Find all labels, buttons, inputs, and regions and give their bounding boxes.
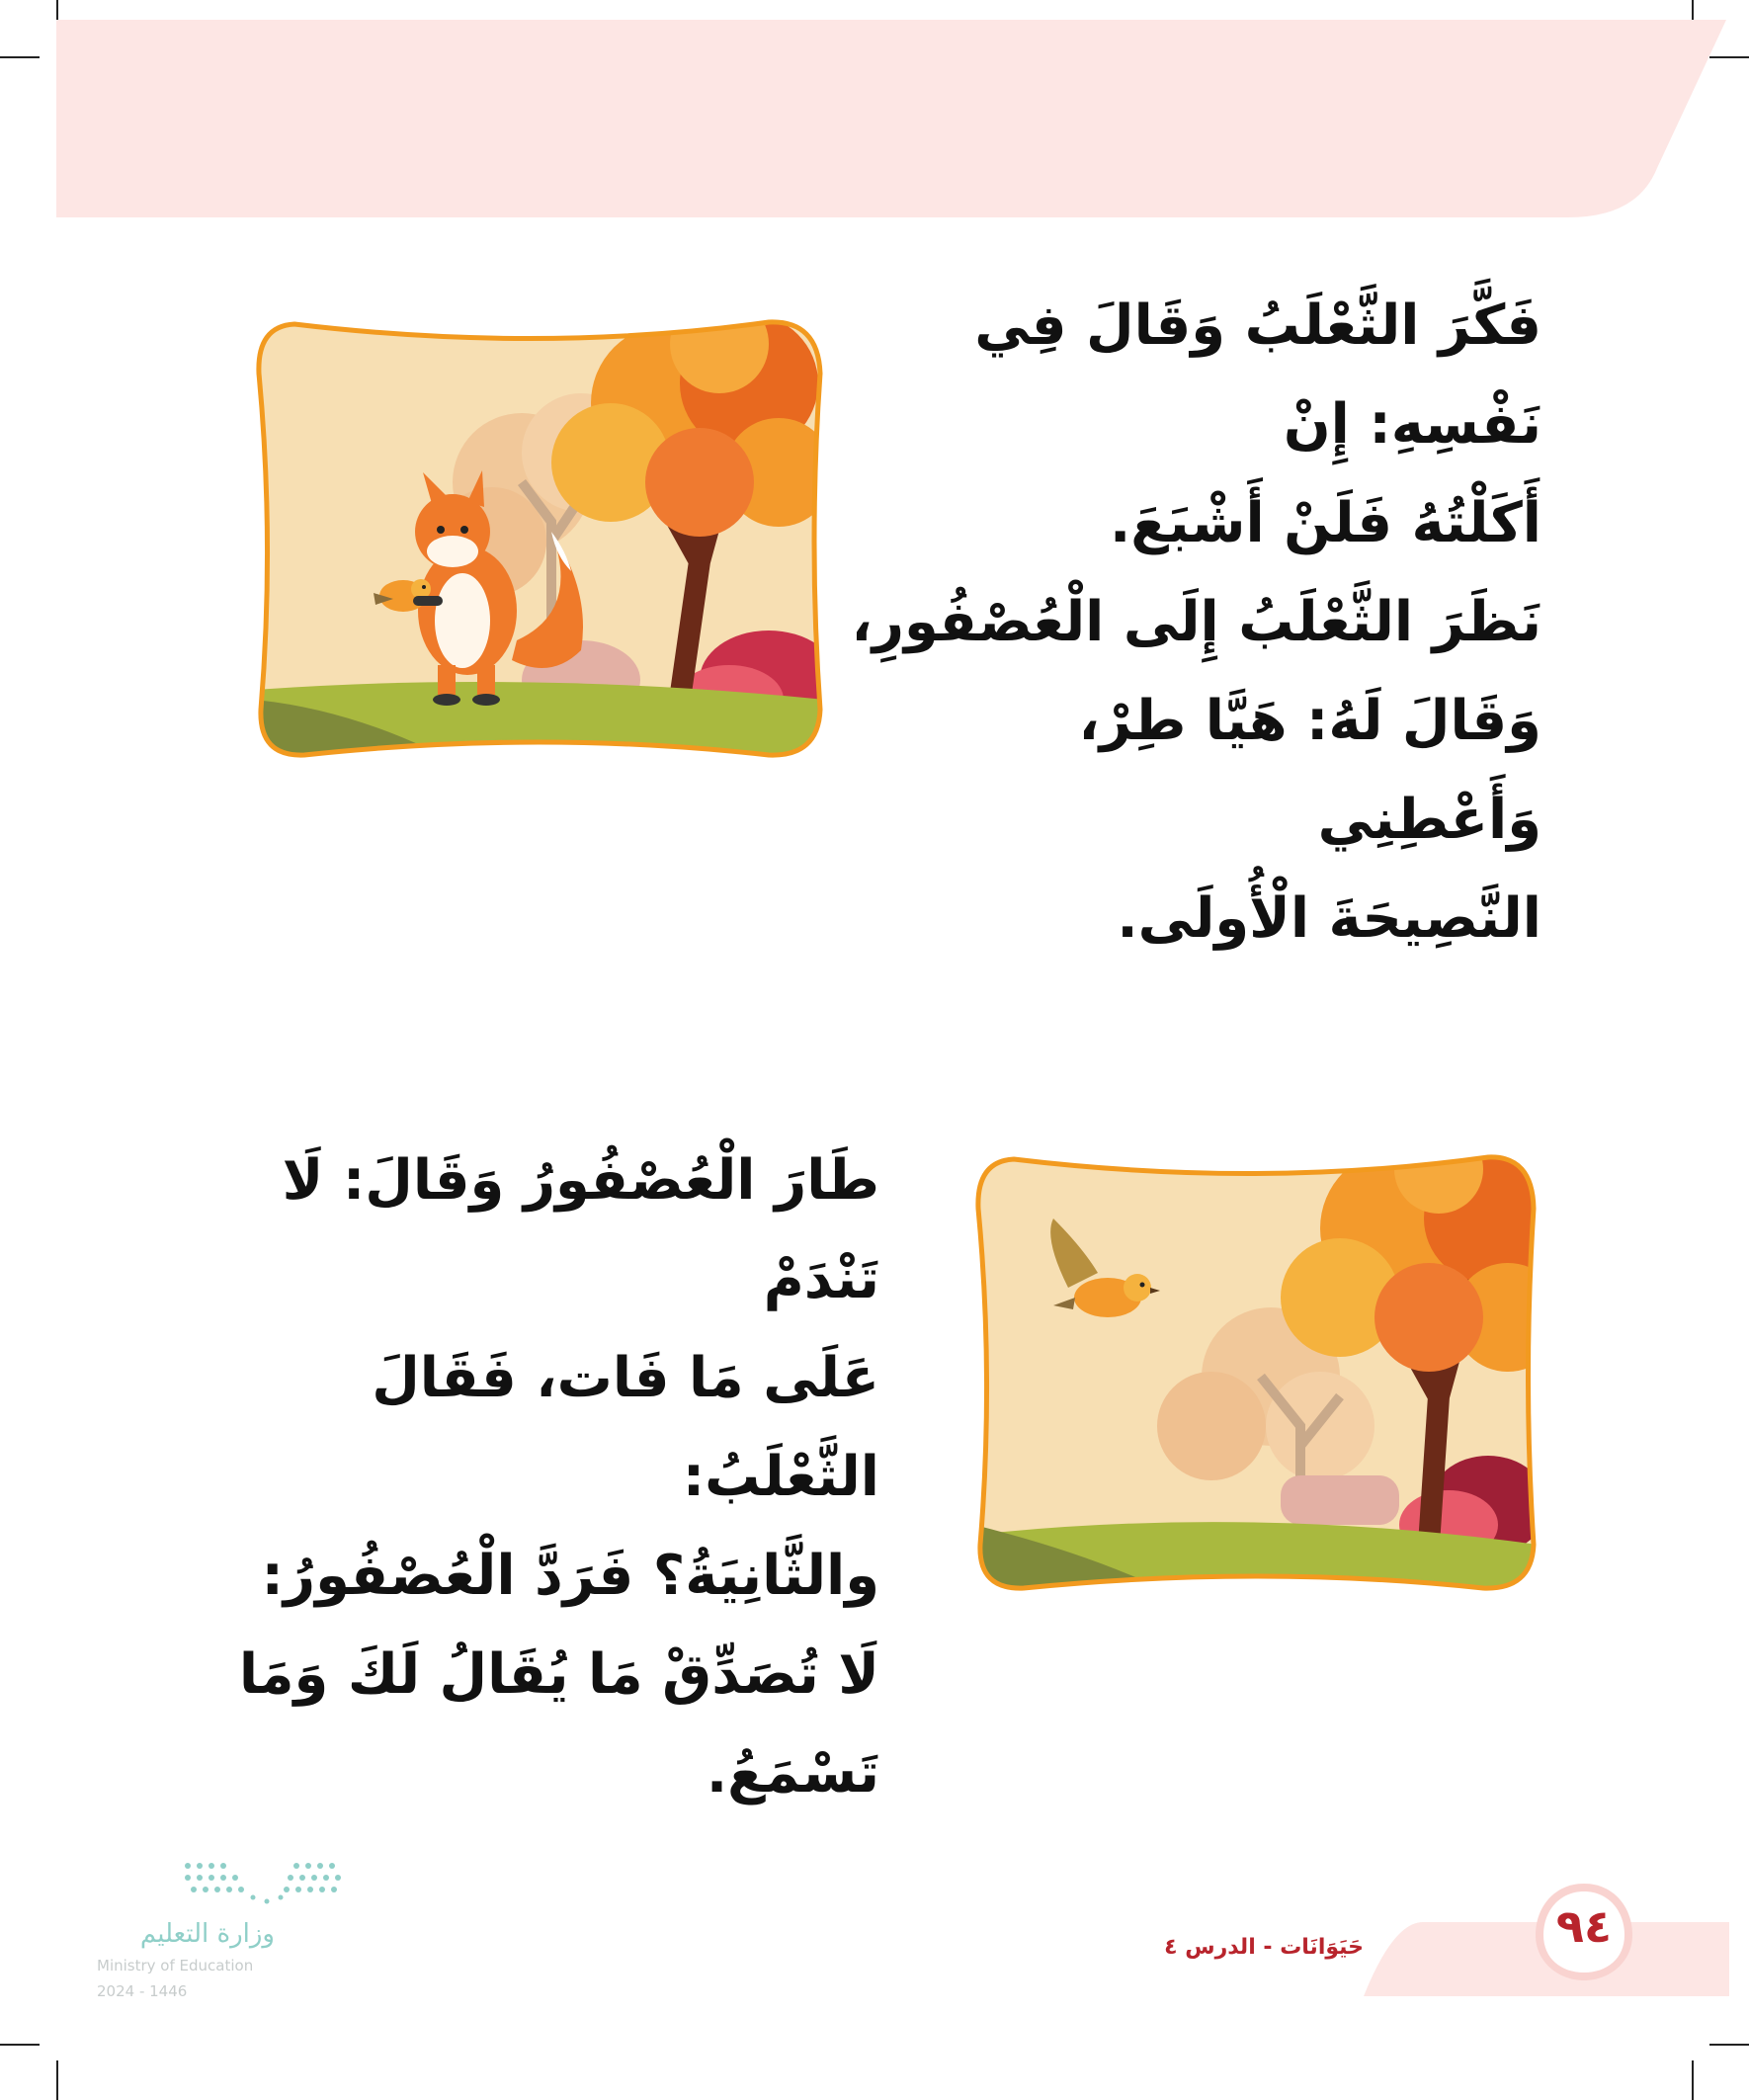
story-line: فَكَّرَ الثَّعْلَبُ وَقَالَ فِي نَفْسِهِ: إِنْ	[974, 294, 1541, 457]
page-number: ٩٤	[1555, 1899, 1613, 1953]
story-line: لَا تُصَدِّقْ مَا يُقَالُ لَكَ وَمَا	[238, 1642, 879, 1707]
crop-mark	[1692, 2060, 1694, 2100]
crop-mark	[0, 2044, 40, 2046]
story-line: وَقَالَ لَهُ: هَيَّا طِرْ، وَأَعْطِنِي	[1078, 689, 1541, 852]
ministry-logo	[178, 1858, 356, 1919]
flying-bird-illustration	[974, 1149, 1538, 1594]
ministry-year: 2024 - 1446	[97, 1982, 188, 2000]
story-line: النَّصِيحَةَ الْأُولَى.	[1117, 886, 1541, 951]
story-line: تَسْمَعُ.	[706, 1741, 879, 1806]
ministry-name-english: Ministry of Education	[97, 1957, 254, 1974]
story-line: والثَّانِيَةُ؟ فَرَدَّ الْعُصْفُورُ:	[261, 1544, 879, 1608]
unit-lesson-label: حَيَوَانَات - الدرس ٤	[1164, 1935, 1364, 1960]
story-line: طَارَ الْعُصْفُورُ وَقَالَ: لَا تَنْدَمْ	[282, 1148, 879, 1311]
crop-mark	[0, 56, 40, 58]
fox-and-bird-illustration	[255, 314, 825, 761]
story-line: عَلَى مَا فَات، فَقَالَ الثَّعْلَبُ:	[372, 1346, 879, 1509]
ministry-name-arabic: وزارة التعليم	[139, 1919, 275, 1949]
header-band	[56, 20, 1726, 217]
crop-mark	[56, 2060, 58, 2100]
story-paragraph-1	[850, 277, 1541, 968]
story-paragraph-2	[217, 1132, 879, 1823]
crop-mark	[1709, 2044, 1749, 2046]
story-line: نَظَرَ الثَّعْلَبُ إِلَى الْعُصْفُورِ،	[851, 590, 1541, 654]
story-line: أَكَلْتُهُ فَلَنْ أَشْبَعَ.	[1109, 491, 1541, 555]
